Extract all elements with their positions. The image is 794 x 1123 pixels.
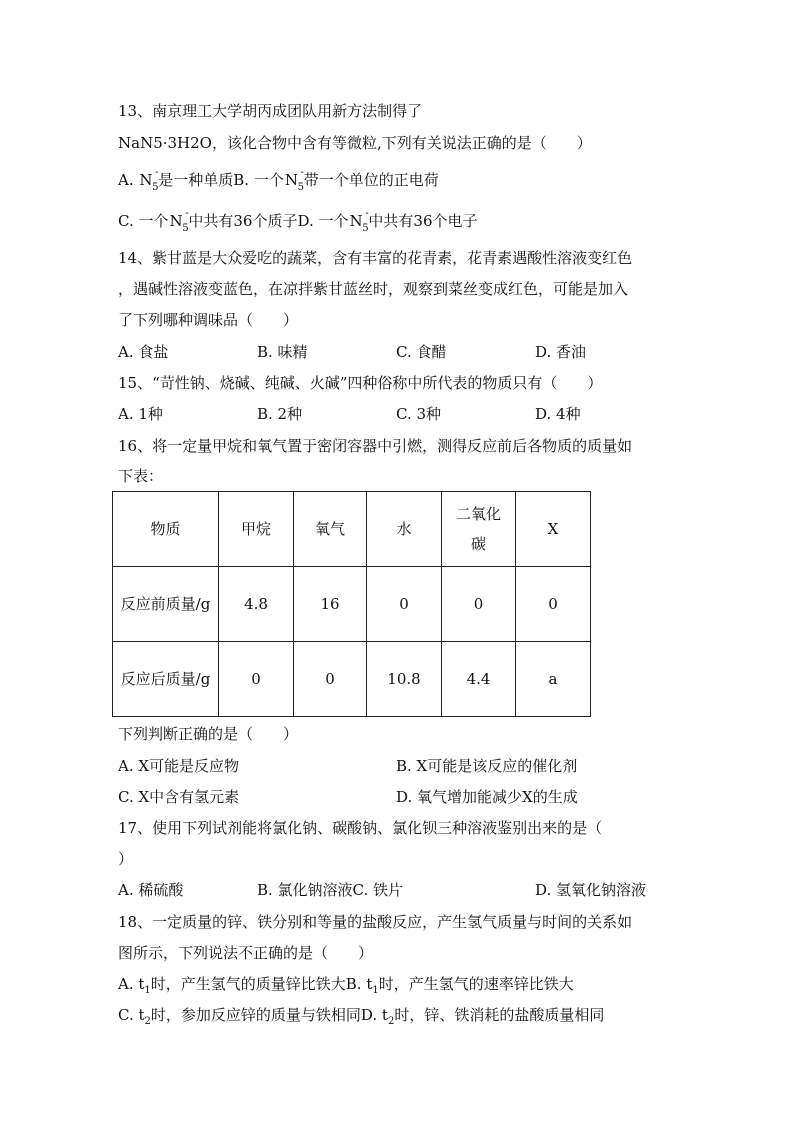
table-cell: 16 [294,567,367,642]
azide-ion-formula: N - 5 [139,167,159,193]
q16-option-c: C. X中含有氢元素 [118,788,240,806]
table-header-cell: 二氧化碳 [442,492,516,567]
q15-option-d: D. 4种 [535,405,581,423]
q13-stem-line2: NaN5·3H2O，该化合物中含有等微粒,下列有关说法正确的是（ ） [118,134,592,152]
table-cell: 0 [367,567,442,642]
table-cell: 0 [294,642,367,717]
table-cell: 10.8 [367,642,442,717]
q16-question: 下列判断正确的是（ ） [118,725,299,743]
q16-option-b: B. X可能是该反应的催化剂 [396,757,578,775]
q17-option-bc: B. 氯化钠溶液C. 铁片 [257,881,404,899]
q16-stem-line2: 下表： [118,467,164,485]
table-header-cell: 氧气 [294,492,367,567]
q17-stem-line2: ） [118,850,134,868]
table-header-row [113,492,591,567]
q15-option-b: B. 2种 [257,405,303,423]
q16-option-d: D. 氧气增加能减少X的生成 [396,788,578,806]
azide-ion-formula: N - 5 [349,208,369,234]
q16-option-a: A. X可能是反应物 [118,757,240,775]
azide-ion-formula: N - 5 [284,167,304,193]
azide-ion-formula: N - 5 [169,208,189,234]
q14-stem-line3: 了下列哪种调味品（ ） [118,311,299,329]
q14-option-b: B. 味精 [257,343,308,361]
table-cell: 0 [516,567,591,642]
table-cell: 反应后质量/g [113,642,219,717]
q18-options-cd: C. $t_2$时，参加反应锌的质量与铁相同D. $t_2$时，锌、铁消耗的盐酸质量相同 [118,1006,605,1027]
q17-option-d: D. 氢氧化钠溶液 [535,881,647,899]
q17-stem-line1: 17、使用下列试剂能将氯化钠、碳酸钠、氯化钡三种溶液鉴别出来的是（ [118,819,603,837]
table-header-cell: 物质 [113,492,219,567]
q18-stem-line2: 图所示，下列说法不正确的是（ ） [118,944,374,962]
q18-options-ab: A. $t_1$时，产生氢气的质量锌比铁大B. $t_1$时，产生氢气的速率锌比铁大 [118,975,574,996]
q15-option-c: C. 3种 [396,405,442,423]
mass-table [112,491,591,717]
table-cell: 4.8 [219,567,294,642]
q13-options-ab: A. N - 5 是一种单质B. 一个N - 5 带一个单位的正电荷 [118,167,439,193]
q14-option-a: A. 食盐 [118,343,169,361]
q15-stem: 15、“苛性钠、烧碱、纯碱、火碱”四种俗称中所代表的物质只有（ ） [118,374,603,392]
table-header-cell: 水 [367,492,442,567]
table-cell: 反应前质量/g [113,567,219,642]
q15-option-a: A. 1种 [118,405,163,423]
q17-option-a: A. 稀硫酸 [118,881,184,899]
q18-stem-line1: 18、一定质量的锌、铁分别和等量的盐酸反应，产生氢气质量与时间的关系如 [118,913,633,931]
q16-stem-line1: 16、将一定量甲烷和氧气置于密闭容器中引燃，测得反应前后各物质的质量如 [118,437,633,455]
table-row [113,567,591,642]
table-cell: 4.4 [442,642,516,717]
q14-stem-line2: ，遇碱性溶液变蓝色，在凉拌紫甘蓝丝时，观察到菜丝变成红色，可能是加入 [118,280,629,298]
table-header-cell: 甲烷 [219,492,294,567]
table-cell: 0 [442,567,516,642]
q13-options-cd: C. 一个N - 5 中共有36个质子D. 一个N - 5 中共有36个电子 [118,208,478,234]
q14-option-d: D. 香油 [535,343,587,361]
table-row [113,642,591,717]
table-header-cell: X [516,492,591,567]
table-cell: 0 [219,642,294,717]
table-cell: a [516,642,591,717]
q14-option-c: C. 食醋 [396,343,447,361]
q14-stem-line1: 14、紫甘蓝是大众爱吃的蔬菜，含有丰富的花青素，花青素遇酸性溶液变红色 [118,249,633,267]
q13-stem-line1: 13、南京理工大学胡丙成团队用新方法制得了 [118,102,423,120]
